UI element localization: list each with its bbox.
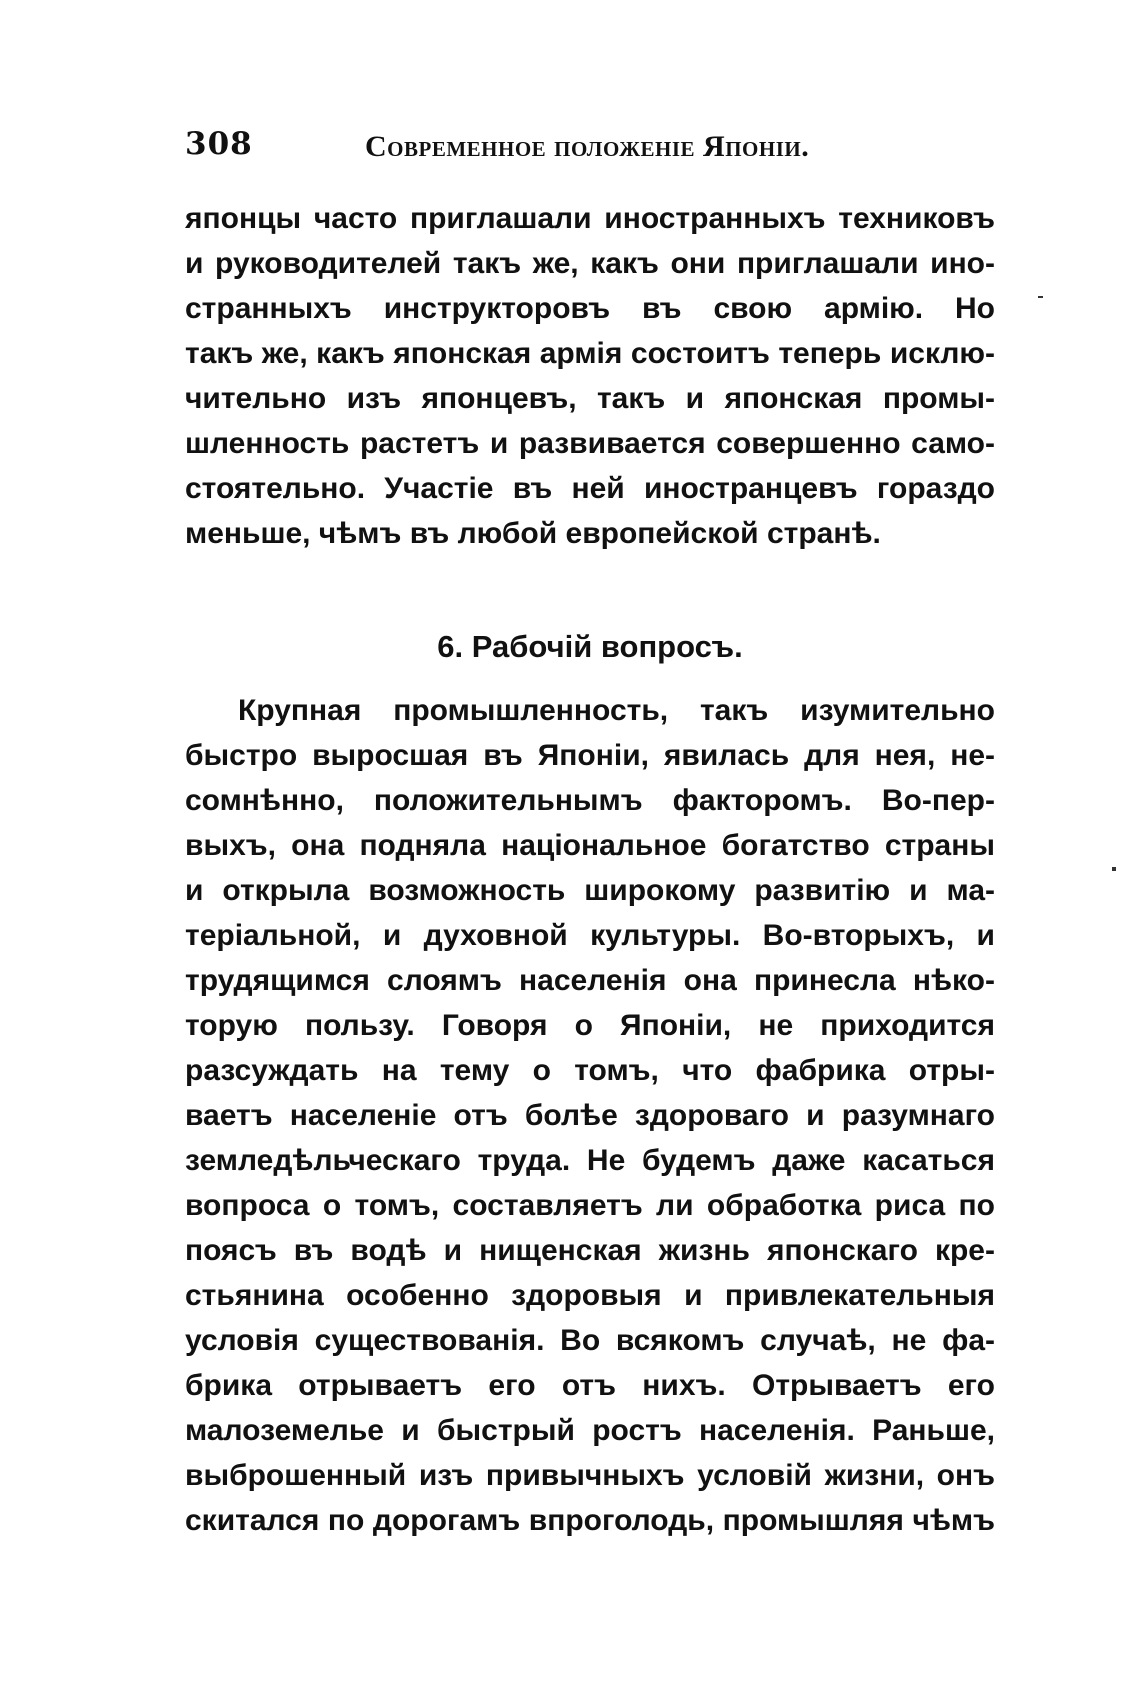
running-head (185, 120, 995, 176)
paragraph-2-line: Крупная промышленность, такъ изумительно (238, 694, 995, 727)
paragraph-2-line: стьянина особенно здоровыя и привлекательныя (185, 1279, 995, 1312)
page-number: 308 (185, 126, 253, 162)
paragraph-2-line: трудящимся слоямъ населенія она принесла нѣко- (185, 964, 995, 997)
paragraph-1-line: стоятельно. Участіе въ ней иностранцевъ гораздо (185, 472, 995, 505)
paragraph-2-line: выброшенный изъ привычныхъ условій жизни, онъ (185, 1459, 995, 1492)
paragraph-2-line: вопроса о томъ, составляетъ ли обработка риса по (185, 1189, 995, 1222)
paragraph-1-line: и руководителей такъ же, какъ они приглашали ино- (185, 247, 995, 280)
section-heading: 6. Рабочій вопросъ. (437, 629, 743, 664)
paragraph-2-line: условія существованія. Во всякомъ случаѣ, не фа- (185, 1324, 995, 1357)
paragraph-2-line: ваетъ населеніе отъ болѣе здороваго и разумнаго (185, 1099, 995, 1132)
paragraph-2-line: быстро выросшая въ Японіи, явилась для нея, не- (185, 739, 995, 772)
paragraph-2-line: брика отрываетъ его отъ нихъ. Отрываетъ его (185, 1369, 995, 1402)
scan-speck (1038, 296, 1043, 298)
paragraph-2-line: торую пользу. Говоря о Японіи, не приходится (185, 1009, 995, 1042)
paragraph-2-line: выхъ, она подняла національное богатство страны (185, 829, 995, 862)
paragraph-1-line: чительно изъ японцевъ, такъ и японская промы- (185, 382, 995, 415)
paragraph-2-line: разсуждать на тему о томъ, что фабрика отры- (185, 1054, 995, 1087)
paragraph-2-line: земледѣльческаго труда. Не будемъ даже касаться (185, 1144, 995, 1177)
paragraph-1-line: японцы часто приглашали иностранныхъ техниковъ (185, 202, 995, 235)
paragraph-2-line: поясъ въ водѣ и нищенская жизнь японскаго кре- (185, 1234, 995, 1267)
paragraph-2-line: теріальной, и духовной культуры. Во-вторыхъ, и (185, 919, 995, 952)
paragraph-1-line: меньше, чѣмъ въ любой европейской странѣ. (185, 517, 881, 550)
paragraph-1-line: такъ же, какъ японская армія состоитъ теперь исклю- (185, 337, 995, 370)
paragraph-2-line: малоземелье и быстрый ростъ населенія. Раньше, (185, 1414, 995, 1447)
running-title: Современное положеніе Японіи. (365, 130, 810, 163)
paragraph-1-line: странныхъ инструкторовъ въ свою армію. Но (185, 292, 995, 325)
scan-speck (1112, 867, 1116, 871)
paragraph-2-line: скитался по дорогамъ впроголодь, промышляя чѣмъ (185, 1504, 995, 1537)
paragraph-2-line: и открыла возможность широкому развитію и ма- (185, 874, 995, 907)
paragraph-1-line: шленность растетъ и развивается совершенно само- (185, 427, 995, 460)
paragraph-2-line: сомнѣнно, положительнымъ факторомъ. Во-пер- (185, 784, 995, 817)
